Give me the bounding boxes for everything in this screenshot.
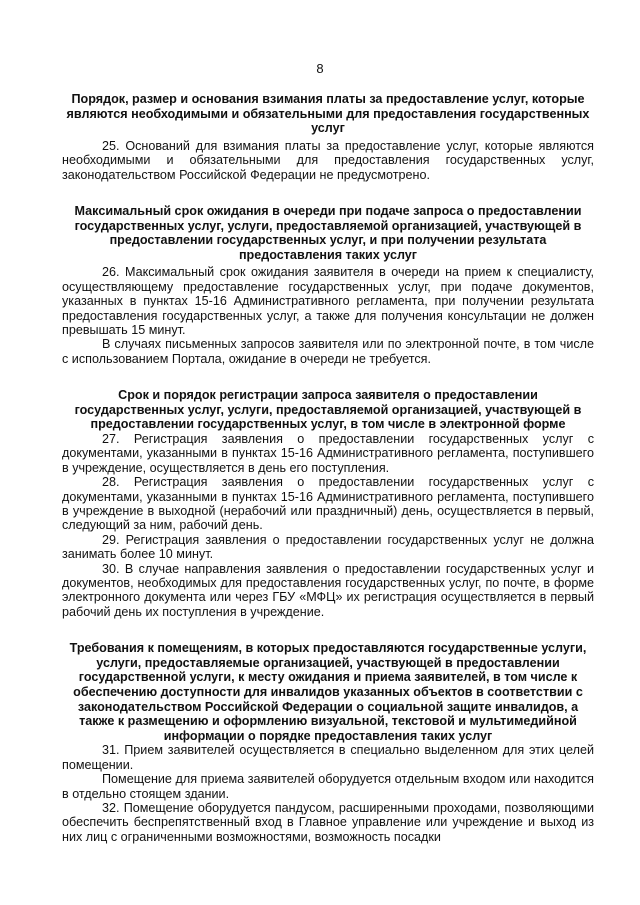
page-number: 8 [316, 61, 324, 76]
paragraph-31-continued: Помещение для приема заявителей оборудуется отдельным входом или находится в отдельно стоящем здании. [62, 772, 594, 801]
section-heading: Порядок, размер и основания взимания платы за предоставление услуг, которые являются необходимыми и обязательными для предоставления государственных услуг [66, 92, 590, 136]
paragraph-31: 31. Прием заявителей осуществляется в специально выделенном для этих целей помещении. [62, 743, 594, 772]
section-premises [62, 641, 594, 844]
section-heading: Срок и порядок регистрации запроса заявителя о предоставлении государственных услуг, услуги, предоставляемой организацией, участвующей в предоставлении государственных услуг, в том числе в электронной форме [74, 388, 582, 432]
section-payment [62, 92, 594, 182]
paragraph-27: 27. Регистрация заявления о предоставлении государственных услуг с документами, указанными в пунктах 15-16 Административного регламента, поступившего в учреждение, осуществляется в день его поступления. [62, 432, 594, 475]
paragraph-25: 25. Оснований для взимания платы за предоставление услуг, которые являются необходимыми и обязательными для предоставления государственных услуг, законодательством Российской Федерации не предусмотрено. [62, 138, 594, 182]
section-registration [62, 388, 594, 619]
paragraph-26: 26. Максимальный срок ожидания заявителя в очереди на прием к специалисту, осуществляющему предоставление государственных услуг, при подаче документов, указанных в пунктах 15-16 Административного регламента, при получении результата предоставления государственных услуг, а также для получения консультации не должен превышать 15 минут. [62, 265, 594, 337]
paragraph-26-continued: В случаях письменных запросов заявителя или по электронной почте, в том числе с использованием Портала, ожидание в очереди не требуется. [62, 337, 594, 366]
section-waiting-time [62, 204, 594, 366]
section-heading: Требования к помещениям, в которых предоставляются государственные услуги, услуги, предоставляемые организацией, участвующей в предоставлении государственной услуги, к месту ожидания и приема заявителей, в том числе к обеспечению доступности для инвалидов указанных объектов в соответствии с законодательством Российской Федерации о социальной защите инвалидов, а также к размещению и оформлению визуальной, текстовой и мультимедийной информации о порядке предоставления таких услуг [69, 641, 587, 743]
section-heading: Максимальный срок ожидания в очереди при подаче запроса о предоставлении государственных услуг, услуги, предоставляемой организацией, участвующей в предоставлении государственных услуг, и при получении результата предоставления таких услуг [74, 204, 582, 262]
paragraph-29: 29. Регистрация заявления о предоставлении государственных услуг не должна занимать более 10 минут. [62, 532, 594, 562]
paragraph-30: 30. В случае направления заявления о предоставлении государственных услуг и документов, необходимых для предоставления государственных услуг, по почте, в форме электронного документа или через ГБУ «МФЦ» их регистрация осуществляется в первый рабочий день их поступления в учреждение. [62, 561, 594, 619]
paragraph-32: 32. Помещение оборудуется пандусом, расширенными проходами, позволяющими обеспечить беспрепятственный вход в Главное управление или учреждение и выход из них лиц с ограниченными возможностями, возможность посадки [62, 801, 594, 844]
paragraph-28: 28. Регистрация заявления о предоставлении государственных услуг с документами, указанными в пунктах 15-16 Административного регламента, поступившего в учреждение в выходной (нерабочий или праздничный) день, осуществляется в первый, следующий за ним, рабочий день. [62, 475, 594, 533]
